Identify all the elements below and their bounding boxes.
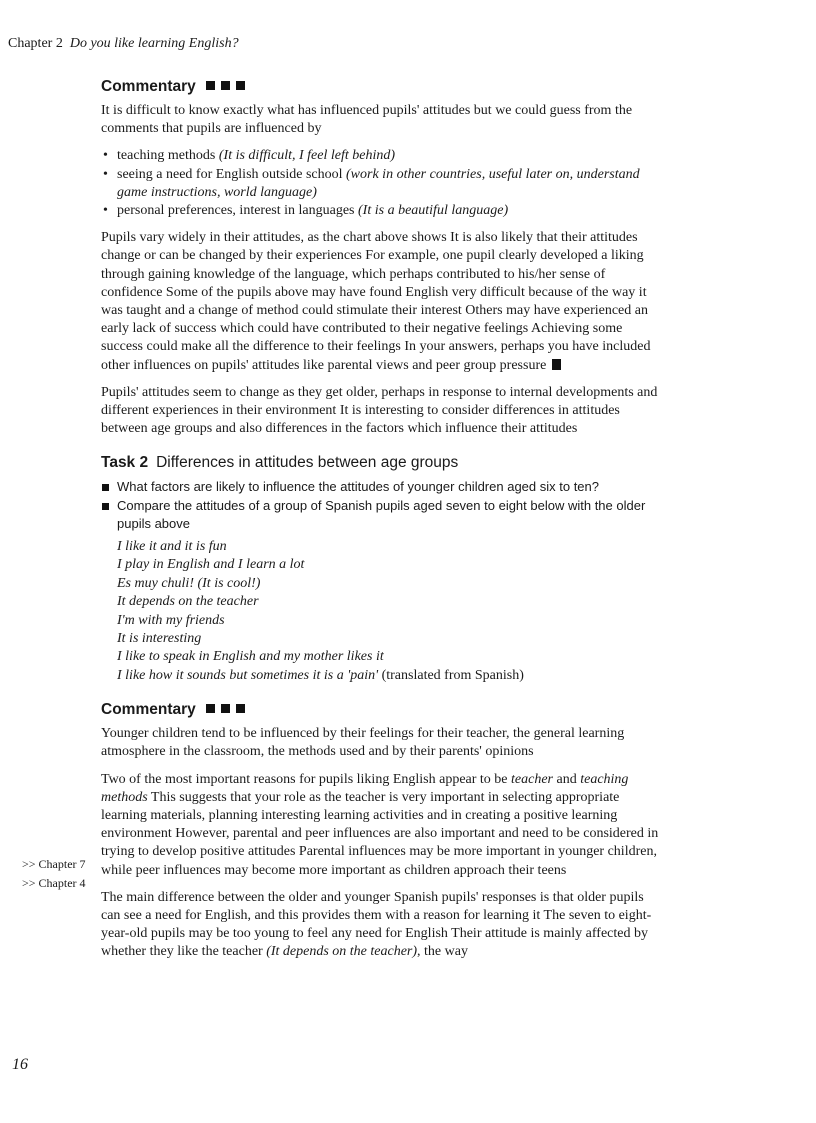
margin-note-chapter-7[interactable]: >> Chapter 7 [22, 857, 86, 871]
commentary-paragraph: Pupils vary widely in their attitudes, as the chart above shows It is also likely that their attitudes change or can be changed by their experiences For example, one pupil clearly developed a liking through gaining knowledge of the language, which perhaps contributed to his/her sense of confidence Some of the pupils above may have found English very difficult because of the way it was taught and a change of method could stimulate their interest Others may have experienced an early lack of success which could have contributed to their negative feelings Achieving some success could make all the difference to their feelings In your answers, perhaps you have included other influences on pupils' attitudes like parental views and peer group pressure [101, 230, 651, 373]
quote-line: I play in English and I learn a lot [117, 557, 305, 573]
commentary-paragraph: Pupils' attitudes seem to change as they get older, perhaps in response to internal developments and different experiences in their environment It is interesting to consider differences in attitudes between age groups and also differences in the factors which influence their attitudes [101, 384, 658, 437]
running-head-chapter: Chapter 2 [8, 36, 63, 51]
commentary-intro: It is difficult to know exactly what has influenced pupils' attitudes but we could guess from the comments that pupils are influenced by [101, 103, 633, 137]
quote-line: I like it and it is fun [117, 538, 227, 554]
margin-note-chapter-4[interactable]: >> Chapter 4 [22, 876, 86, 890]
commentary-heading-text: Commentary [101, 701, 196, 719]
pupil-quotes [101, 538, 661, 685]
quote-line: It depends on the teacher [117, 594, 259, 610]
task-question: What factors are likely to influence the attitudes of younger children aged six to ten? [101, 478, 661, 497]
quote-line: It is interesting [117, 630, 202, 646]
list-item: • teaching methods (It is difficult, I feel left behind) [101, 147, 661, 165]
quote-line: I like how it sounds but sometimes it is a 'pain' (translated from Spanish) [117, 667, 524, 683]
task-question: Compare the attitudes of a group of Spanish pupils aged seven to eight below with the older pupils above [101, 497, 661, 534]
task-heading [101, 454, 661, 472]
task-label: Task 2 [101, 454, 149, 472]
quote-line: I'm with my friends [117, 612, 225, 628]
square-bullet-icon [236, 704, 245, 713]
square-bullet-icon [206, 704, 215, 713]
running-head [8, 36, 239, 52]
square-bullet-icon [206, 81, 215, 90]
margin-notes [22, 855, 86, 893]
square-bullet-icon [221, 81, 230, 90]
commentary-heading [101, 701, 661, 719]
quote-line: I like to speak in English and my mother likes it [117, 649, 384, 665]
main-content [101, 78, 661, 971]
commentary-heading-text: Commentary [101, 78, 196, 95]
square-bullet-icon [236, 81, 245, 90]
end-mark-icon [552, 359, 561, 370]
quote-line: Es muy chuli! (It is cool!) [117, 575, 261, 591]
page-number: 16 [12, 1056, 28, 1073]
commentary-paragraph: The main difference between the older and younger Spanish pupils' responses is that older pupils can see a need for English, and this provides them with a reason for learning it The seven to eight-year-old pupils may be too young to feel any need for English Their attitude is mainly affected by whether they like the teacher (It depends on the teacher), the way [101, 889, 652, 960]
running-head-title: Do you like learning English? [69, 36, 239, 51]
square-bullet-icon [221, 704, 230, 713]
task-questions [101, 478, 661, 534]
influence-list [101, 147, 661, 220]
task-title: Differences in attitudes between age groups [156, 454, 459, 472]
translation-note: (translated from Spanish) [381, 667, 524, 683]
list-item: • seeing a need for English outside school (work in other countries, useful later on, understand game instructions, world language) [101, 166, 661, 202]
commentary-paragraph: Younger children tend to be influenced by their feelings for their teacher, the general learning atmosphere in the classroom, the methods used and by their parents' opinions [101, 726, 625, 760]
list-item: • personal preferences, interest in languages (It is a beautiful language) [101, 202, 661, 220]
commentary-heading [101, 78, 661, 96]
commentary-paragraph: Two of the most important reasons for pupils liking English appear to be teacher and teaching methods This suggests that your role as the teacher is very important in selecting appropriate learning materials, planning interesting learning activities and in creating a positive learning environment However, parental and peer influences are also important and need to be considered in trying to develop positive attitudes Parental influences may be more important in younger children, while peer influences may become more important as children approach their teens [101, 771, 659, 878]
